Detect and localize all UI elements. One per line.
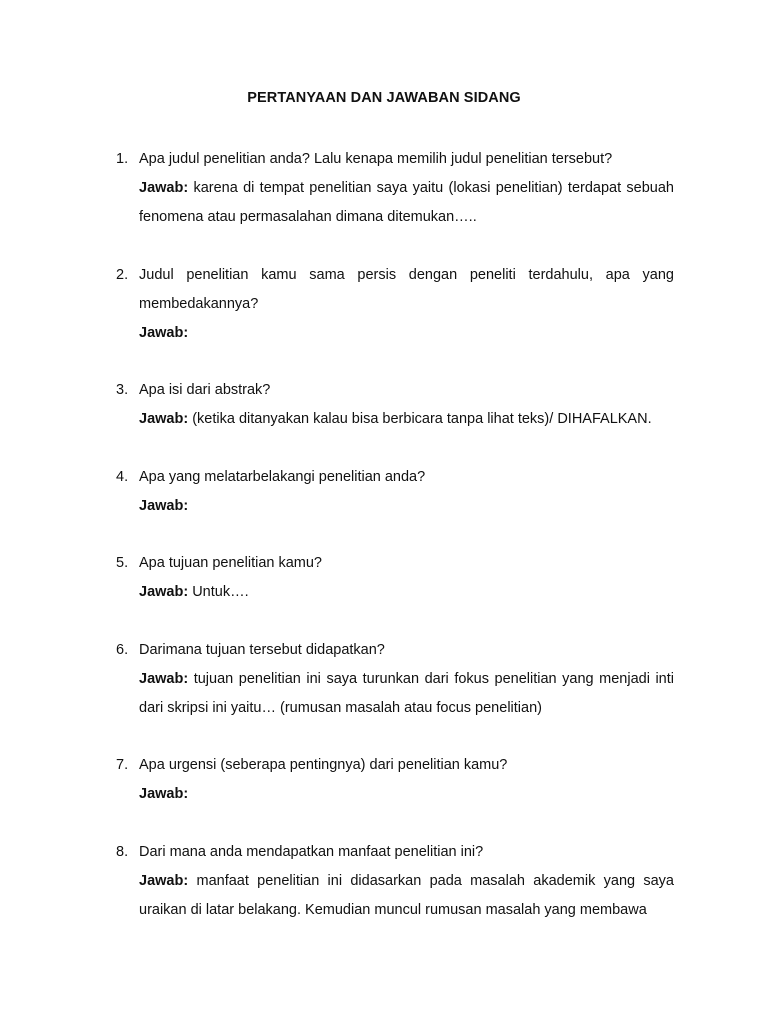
question-text: Apa isi dari abstrak? xyxy=(139,382,271,398)
answer-label: Jawab: xyxy=(139,786,189,802)
item-number: 4. xyxy=(116,468,129,485)
qa-list xyxy=(116,145,674,953)
qa-item-2 xyxy=(116,261,674,348)
question-text: Dari mana anda mendapatkan manfaat penelitian ini? xyxy=(139,843,484,860)
question-text: Apa urgensi (seberapa pentingnya) dari penelitian kamu? xyxy=(139,757,508,773)
answer-label: Jawab: xyxy=(139,324,189,341)
qa-item-5 xyxy=(116,549,674,607)
answer-block xyxy=(139,405,674,434)
answer-block xyxy=(139,174,674,232)
qa-item-6 xyxy=(116,636,674,723)
question-text: Apa yang melatarbelakangi penelitian anda? xyxy=(139,468,426,485)
item-number: 2. xyxy=(116,266,129,283)
qa-item-4 xyxy=(116,463,674,521)
answer-block xyxy=(139,780,674,809)
item-number: 1. xyxy=(116,151,129,167)
answer-block xyxy=(139,319,674,348)
item-number: 3. xyxy=(116,382,129,398)
answer-label: Jawab: xyxy=(139,872,189,889)
answer-label: Jawab: xyxy=(139,670,189,687)
item-number: 6. xyxy=(116,641,129,658)
answer-label: Jawab: xyxy=(139,497,189,514)
qa-item-1 xyxy=(116,145,674,232)
item-number: 5. xyxy=(116,555,129,571)
answer-text: karena di tempat penelitian saya yaitu (lokasi penelitian) terdapat sebuah fenomena atau permasalahan dimana ditemukan….. xyxy=(139,180,674,225)
question-text: Apa tujuan penelitian kamu? xyxy=(139,555,322,571)
answer-block xyxy=(139,492,674,521)
qa-item-8 xyxy=(116,838,674,925)
question-text: Judul penelitian kamu sama persis dengan peneliti terdahulu, apa yang membedakannya? xyxy=(139,266,674,312)
item-number: 7. xyxy=(116,757,129,773)
answer-text: manfaat penelitian ini didasarkan pada masalah akademik yang saya uraikan di latar belakang. Kemudian muncul rumusan masalah yang membawa xyxy=(139,872,674,918)
answer-block xyxy=(139,867,674,925)
answer-label: Jawab: xyxy=(139,411,189,427)
document-title: PERTANYAAN DAN JAWABAN SIDANG xyxy=(247,90,521,106)
answer-label: Jawab: xyxy=(139,584,189,600)
question-text: Darimana tujuan tersebut didapatkan? xyxy=(139,641,385,658)
answer-label: Jawab: xyxy=(139,180,189,196)
answer-block xyxy=(139,578,674,607)
item-number: 8. xyxy=(116,843,129,860)
qa-item-3 xyxy=(116,376,674,434)
answer-text: Untuk…. xyxy=(192,584,249,600)
answer-text: tujuan penelitian ini saya turunkan dari fokus penelitian yang menjadi inti dari skripsi ini yaitu… (rumusan masalah atau focus penelitian) xyxy=(139,670,674,716)
question-text: Apa judul penelitian anda? Lalu kenapa memilih judul penelitian tersebut? xyxy=(139,151,613,167)
answer-block xyxy=(139,665,674,723)
qa-item-7 xyxy=(116,751,674,809)
answer-text: (ketika ditanyakan kalau bisa berbicara tanpa lihat teks)/ DIHAFALKAN. xyxy=(192,411,652,427)
